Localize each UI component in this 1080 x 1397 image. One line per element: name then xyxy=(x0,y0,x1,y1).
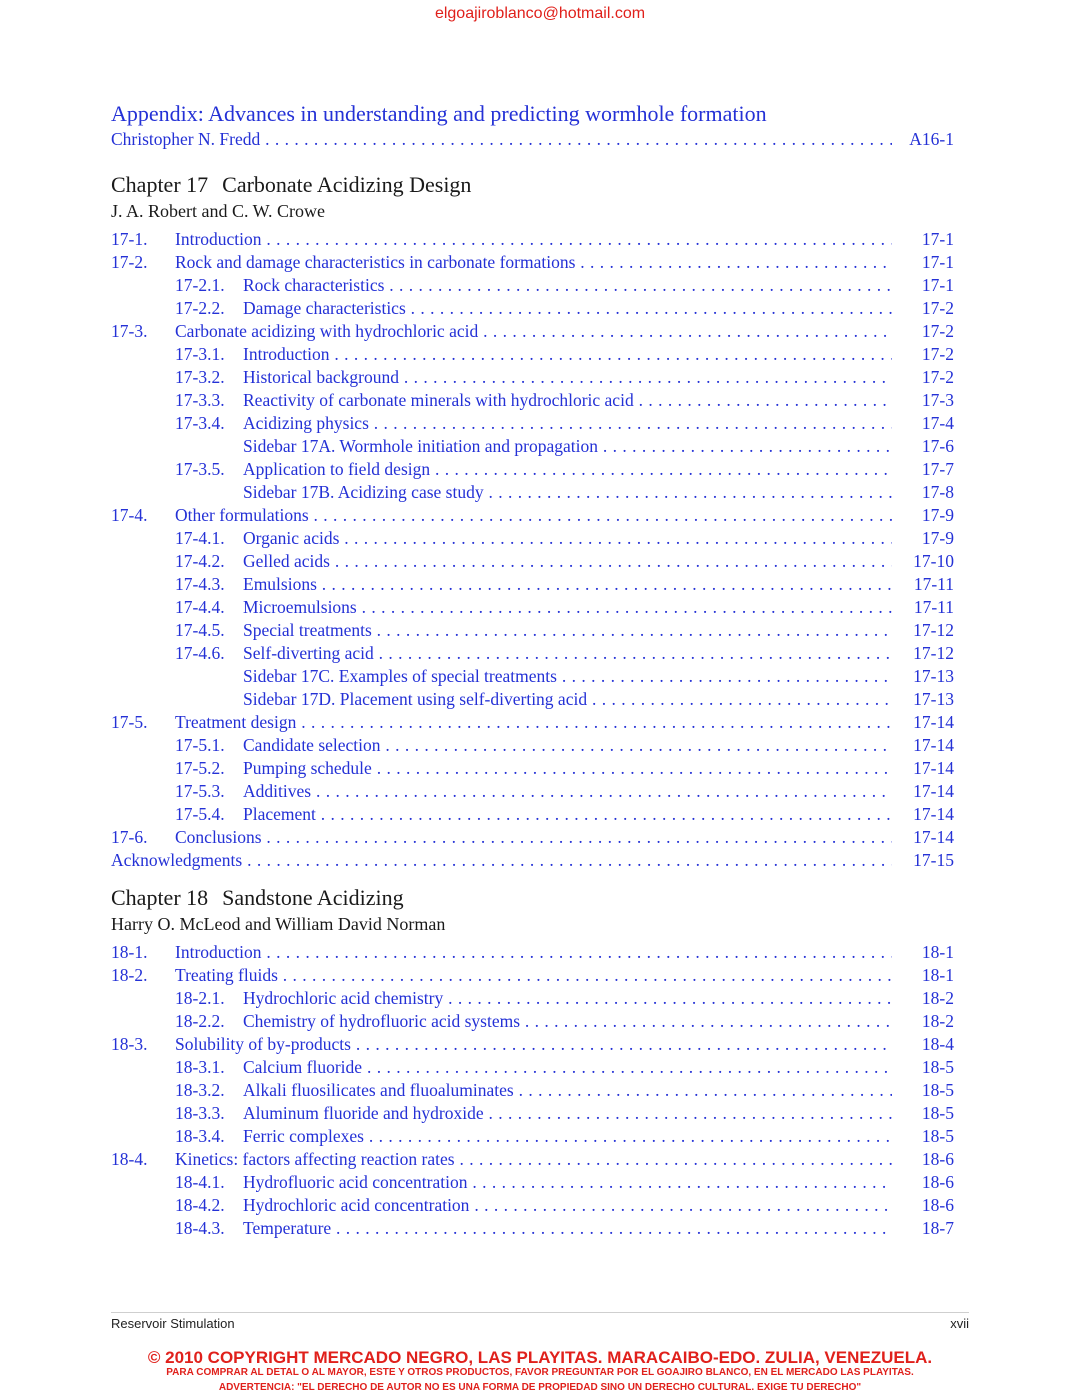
toc-entry-text[interactable]: Organic acids xyxy=(243,528,340,548)
chapter-18-title: Sandstone Acidizing xyxy=(222,885,404,910)
toc-entry-number: 17-5.1. xyxy=(175,735,225,755)
toc-entry-page[interactable]: 17-3 xyxy=(898,389,954,412)
toc-entry-number: 17-3.5. xyxy=(175,459,225,479)
toc-entry-text[interactable]: Emulsions xyxy=(243,574,317,594)
toc-entry[interactable] xyxy=(111,619,954,642)
toc-entry[interactable] xyxy=(111,826,954,849)
toc-entry-number: 18-2.1. xyxy=(175,988,225,1008)
toc-entry-page[interactable]: 18-6 xyxy=(898,1171,954,1194)
toc-entry-text[interactable]: Introduction xyxy=(175,229,262,249)
chapter-18-toc xyxy=(111,941,954,1240)
toc-entry[interactable] xyxy=(111,1148,954,1171)
toc-entry-page[interactable]: 17-14 xyxy=(898,757,954,780)
toc-entry-label[interactable] xyxy=(175,573,892,596)
toc-entry-page[interactable]: 18-1 xyxy=(898,964,954,987)
toc-entry-page[interactable]: 17-8 xyxy=(898,481,954,504)
toc-entry-label[interactable] xyxy=(175,412,892,435)
toc-entry-text[interactable]: Introduction xyxy=(243,344,330,364)
toc-entry[interactable] xyxy=(111,711,954,734)
toc-entry[interactable] xyxy=(111,550,954,573)
toc-entry-label[interactable] xyxy=(175,550,892,573)
toc-entry[interactable] xyxy=(111,1010,954,1033)
toc-entry-label[interactable] xyxy=(175,527,892,550)
toc-entry-number: 18-4.2. xyxy=(175,1195,225,1215)
toc-entry-label[interactable] xyxy=(175,389,892,412)
toc-entry[interactable] xyxy=(111,1125,954,1148)
chapter-18-number: Chapter 18 xyxy=(111,885,209,910)
toc-entry-label[interactable] xyxy=(175,297,892,320)
toc-entry-label[interactable] xyxy=(111,964,892,987)
appendix-title[interactable]: Appendix: Advances in understanding and predicting wormhole formation xyxy=(111,101,767,126)
chapter-17-toc xyxy=(111,228,954,872)
toc-entry-page[interactable]: 18-5 xyxy=(898,1079,954,1102)
toc-entry-label[interactable] xyxy=(111,1033,892,1056)
toc-entry-text[interactable]: Pumping schedule xyxy=(243,758,372,778)
toc-entry-text[interactable]: Damage characteristics xyxy=(243,298,406,318)
toc-entry-page[interactable]: 17-14 xyxy=(898,711,954,734)
toc-entry[interactable] xyxy=(111,734,954,757)
toc-entry-text[interactable]: Sidebar 17D. Placement using self-diverting acid xyxy=(243,689,588,709)
toc-entry-text[interactable]: Treatment design xyxy=(175,712,297,732)
toc-entry-page[interactable]: 18-1 xyxy=(898,941,954,964)
toc-entry[interactable] xyxy=(111,941,954,964)
toc-entry[interactable] xyxy=(111,573,954,596)
toc-entry[interactable] xyxy=(111,642,954,665)
toc-entry-text[interactable]: Introduction xyxy=(175,942,262,962)
toc-entry-text[interactable]: Temperature xyxy=(243,1218,332,1238)
toc-entry-number: 17-1. xyxy=(111,229,148,249)
footer-divider xyxy=(111,1312,969,1313)
toc-entry[interactable] xyxy=(111,1171,954,1194)
toc-entry-label[interactable] xyxy=(175,596,892,619)
toc-entry[interactable] xyxy=(111,780,954,803)
toc-entry-number: 18-3.4. xyxy=(175,1126,225,1146)
toc-entry-number: 17-3.3. xyxy=(175,390,225,410)
toc-entry-number: 18-3.3. xyxy=(175,1103,225,1123)
toc-entry-text[interactable]: Placement xyxy=(243,804,316,824)
toc-entry-number: 18-4.3. xyxy=(175,1218,225,1238)
toc-entry-label[interactable] xyxy=(175,458,892,481)
toc-entry-text[interactable]: Microemulsions xyxy=(243,597,357,617)
appendix-author[interactable]: Christopher N. Fredd . . . xyxy=(111,128,892,151)
toc-entry-number: 18-3.2. xyxy=(175,1080,225,1100)
toc-entry-page[interactable]: 17-6 xyxy=(898,435,954,458)
toc-entry-page[interactable]: 17-14 xyxy=(898,780,954,803)
toc-entry[interactable] xyxy=(111,251,954,274)
toc-entry[interactable] xyxy=(111,1217,954,1240)
toc-entry-label[interactable] xyxy=(175,343,892,366)
toc-entry-text[interactable]: Acknowledgments xyxy=(111,850,243,870)
toc-entry-page[interactable]: 17-10 xyxy=(898,550,954,573)
toc-entry-label[interactable] xyxy=(111,849,892,872)
toc-entry-label[interactable] xyxy=(175,1010,892,1033)
toc-entry-page[interactable]: 17-2 xyxy=(898,343,954,366)
toc-entry-label[interactable] xyxy=(243,665,892,688)
toc-entry-number: 17-3.1. xyxy=(175,344,225,364)
footer-book-title: Reservoir Stimulation xyxy=(111,1316,235,1331)
toc-entry-page[interactable]: 17-2 xyxy=(898,297,954,320)
toc-entry-label[interactable] xyxy=(243,688,892,711)
toc-entry-number: 17-2. xyxy=(111,252,148,272)
toc-entry-page[interactable]: 17-14 xyxy=(898,734,954,757)
toc-entry-text[interactable]: Conclusions xyxy=(175,827,262,847)
appendix-author-row[interactable] xyxy=(111,128,954,151)
toc-entry[interactable] xyxy=(111,297,954,320)
chapter-17 xyxy=(111,171,954,872)
toc-entry-number: 17-4.6. xyxy=(175,643,225,663)
toc-entry-text[interactable]: Carbonate acidizing with hydrochloric acid xyxy=(175,321,479,341)
toc-entry[interactable] xyxy=(111,389,954,412)
toc-entry-text[interactable]: Treating fluids xyxy=(175,965,278,985)
toc-entry-number: 17-4.2. xyxy=(175,551,225,571)
toc-entry-number: 17-4.5. xyxy=(175,620,225,640)
toc-entry-text[interactable]: Alkali fluosilicates and fluoaluminates xyxy=(243,1080,514,1100)
toc-entry-label[interactable] xyxy=(175,619,892,642)
toc-entry-page[interactable]: 17-15 xyxy=(898,849,954,872)
toc-entry-page[interactable]: 17-14 xyxy=(898,803,954,826)
toc-entry-text[interactable]: Reactivity of carbonate minerals with hydrochloric acid xyxy=(243,390,634,410)
chapter-18-heading xyxy=(111,884,954,912)
toc-entry[interactable] xyxy=(111,1194,954,1217)
toc-entry[interactable] xyxy=(111,1056,954,1079)
toc-entry-page[interactable]: 17-9 xyxy=(898,527,954,550)
toc-entry-text[interactable]: Other formulations xyxy=(175,505,309,525)
toc-entry-label[interactable] xyxy=(243,481,892,504)
toc-entry-page[interactable]: 17-13 xyxy=(898,688,954,711)
toc-entry-label[interactable] xyxy=(243,435,892,458)
toc-entry[interactable] xyxy=(111,435,954,458)
toc-entry-label[interactable] xyxy=(111,320,892,343)
chapter-18 xyxy=(111,884,954,1240)
toc-entry[interactable] xyxy=(111,964,954,987)
toc-entry-label[interactable] xyxy=(175,366,892,389)
toc-entry-text[interactable]: Historical background xyxy=(243,367,399,387)
toc-entry-label[interactable] xyxy=(175,1171,892,1194)
toc-entry-page[interactable]: 17-2 xyxy=(898,320,954,343)
toc-entry-number: 17-3.4. xyxy=(175,413,225,433)
toc-entry-label[interactable] xyxy=(175,757,892,780)
toc-entry[interactable] xyxy=(111,596,954,619)
toc-entry-label[interactable] xyxy=(111,251,892,274)
toc-entry-page[interactable]: 17-1 xyxy=(898,274,954,297)
toc-entry-page[interactable]: 18-7 xyxy=(898,1217,954,1240)
toc-entry-page[interactable]: 17-4 xyxy=(898,412,954,435)
toc-entry-page[interactable]: 18-6 xyxy=(898,1148,954,1171)
toc-entry-text[interactable]: Ferric complexes xyxy=(243,1126,364,1146)
toc-entry-page[interactable]: 17-13 xyxy=(898,665,954,688)
toc-entry-label[interactable] xyxy=(175,734,892,757)
toc-entry-number: 17-5.3. xyxy=(175,781,225,801)
toc-entry-page[interactable]: 17-12 xyxy=(898,642,954,665)
watermark-email: elgoajiroblanco@hotmail.com xyxy=(434,5,646,22)
toc-entry[interactable] xyxy=(111,1033,954,1056)
toc-entry[interactable] xyxy=(111,665,954,688)
toc-entry-label[interactable] xyxy=(175,274,892,297)
toc-entry-page[interactable]: 17-1 xyxy=(898,228,954,251)
toc-entry-text[interactable]: Chemistry of hydrofluoric acid systems xyxy=(243,1011,521,1031)
toc-entry-page[interactable]: 17-11 xyxy=(898,596,954,619)
toc-entry-number: 17-6. xyxy=(111,827,148,847)
toc-entry-page[interactable]: 18-2 xyxy=(898,987,954,1010)
toc-entry-text[interactable]: Sidebar 17C. Examples of special treatments xyxy=(243,666,557,686)
toc-entry-label[interactable] xyxy=(175,1217,892,1240)
toc-entry-label[interactable] xyxy=(175,1056,892,1079)
toc-entry-text[interactable]: Gelled acids xyxy=(243,551,330,571)
toc-entry-page[interactable]: 17-7 xyxy=(898,458,954,481)
toc-entry-number: 18-2. xyxy=(111,965,148,985)
chapter-17-authors: J. A. Robert and C. W. Crowe xyxy=(111,201,325,221)
toc-entry-page[interactable]: 17-1 xyxy=(898,251,954,274)
toc-entry-number: 17-4. xyxy=(111,505,148,525)
toc-entry[interactable] xyxy=(111,1079,954,1102)
appendix-entry[interactable] xyxy=(111,100,954,151)
toc-entry[interactable] xyxy=(111,504,954,527)
toc-entry-text[interactable]: Rock characteristics xyxy=(243,275,385,295)
toc-entry-label[interactable] xyxy=(111,228,892,251)
toc-entry[interactable] xyxy=(111,458,954,481)
toc-entry-number: 17-5. xyxy=(111,712,148,732)
toc-entry-number: 17-4.3. xyxy=(175,574,225,594)
chapter-17-heading xyxy=(111,171,954,199)
toc-entry[interactable] xyxy=(111,849,954,872)
toc-entry[interactable] xyxy=(111,274,954,297)
copyright-notice: © 2010 COPYRIGHT MERCADO NEGRO, LAS PLAYITAS. MARACAIBO-EDO. ZULIA, VENEZUELA. xyxy=(147,1348,933,1367)
toc-entry[interactable] xyxy=(111,481,954,504)
toc-entry[interactable] xyxy=(111,343,954,366)
toc-entry-label[interactable] xyxy=(175,1194,892,1217)
toc-entry-text[interactable]: Application to field design xyxy=(243,459,431,479)
purchase-notice: PARA COMPRAR AL DETAL O AL MAYOR, ESTE Y OTROS PRODUCTOS, FAVOR PREGUNTAR POR EL GOAJIRO BLANCO, EN EL MERCADO LAS PLAYITAS. xyxy=(166,1367,914,1378)
toc-entry[interactable] xyxy=(111,688,954,711)
toc-entry-page[interactable]: 18-6 xyxy=(898,1194,954,1217)
toc-entry-text[interactable]: Rock and damage characteristics in carbonate formations xyxy=(175,252,576,272)
toc-entry-page[interactable]: 17-9 xyxy=(898,504,954,527)
toc-entry-text[interactable]: Sidebar 17A. Wormhole initiation and propagation xyxy=(243,436,599,456)
toc-entry-page[interactable]: 17-12 xyxy=(898,619,954,642)
toc-entry-page[interactable]: 18-5 xyxy=(898,1056,954,1079)
toc-entry-number: 18-3. xyxy=(111,1034,148,1054)
toc-entry-text[interactable]: Acidizing physics xyxy=(243,413,369,433)
toc-entry-number: 18-1. xyxy=(111,942,148,962)
toc-entry-number: 17-3.2. xyxy=(175,367,225,387)
toc-entry-text[interactable]: Hydrofluoric acid concentration xyxy=(243,1172,468,1192)
chapter-17-title: Carbonate Acidizing Design xyxy=(222,172,472,197)
toc-entry[interactable] xyxy=(111,366,954,389)
toc-entry-label[interactable] xyxy=(175,642,892,665)
toc-entry-number: 17-3. xyxy=(111,321,148,341)
toc-entry-label[interactable] xyxy=(175,803,892,826)
toc-entry-label[interactable] xyxy=(111,1148,892,1171)
toc-entry-text[interactable]: Kinetics: factors affecting reaction rates xyxy=(175,1149,455,1169)
toc-entry[interactable] xyxy=(111,228,954,251)
toc-entry-text[interactable]: Hydrochloric acid concentration xyxy=(243,1195,470,1215)
toc-entry-label[interactable] xyxy=(175,1125,892,1148)
toc-entry[interactable] xyxy=(111,803,954,826)
toc-entry-number: 17-2.1. xyxy=(175,275,225,295)
toc-entry-text[interactable]: Hydrochloric acid chemistry xyxy=(243,988,444,1008)
toc-entry-page[interactable]: 18-4 xyxy=(898,1033,954,1056)
toc-entry-page[interactable]: 17-11 xyxy=(898,573,954,596)
toc-entry-text[interactable]: Special treatments xyxy=(243,620,372,640)
toc-entry-page[interactable]: 17-14 xyxy=(898,826,954,849)
toc-entry-text[interactable]: Calcium fluoride xyxy=(243,1057,363,1077)
toc-entry-number: 17-5.2. xyxy=(175,758,225,778)
toc-entry-label[interactable] xyxy=(175,780,892,803)
chapter-18-authors: Harry O. McLeod and William David Norman xyxy=(111,914,446,934)
toc-entry[interactable] xyxy=(111,757,954,780)
toc-entry-number: 18-4. xyxy=(111,1149,148,1169)
toc-entry-page[interactable]: 18-5 xyxy=(898,1125,954,1148)
toc-entry-text[interactable]: Aluminum fluoride and hydroxide xyxy=(243,1103,484,1123)
toc-entry-number: 17-2.2. xyxy=(175,298,225,318)
toc-entry-text[interactable]: Candidate selection xyxy=(243,735,381,755)
toc-entry-text[interactable]: Self-diverting acid xyxy=(243,643,374,663)
toc-entry-number: 18-4.1. xyxy=(175,1172,225,1192)
toc-entry[interactable] xyxy=(111,320,954,343)
toc-entry-text[interactable]: Solubility of by-products xyxy=(175,1034,351,1054)
toc-entry[interactable] xyxy=(111,1102,954,1125)
warning-notice: ADVERTENCIA: "EL DERECHO DE AUTOR NO ES UNA FORMA DE PROPIEDAD SINO UN DERECHO CULTURAL. EXIGE TU DERECHO" xyxy=(218,1382,862,1393)
toc-entry-number: 18-2.2. xyxy=(175,1011,225,1031)
toc-entry-page[interactable]: 17-2 xyxy=(898,366,954,389)
toc-entry-label[interactable] xyxy=(175,1102,892,1125)
footer-page-number: xvii xyxy=(950,1316,969,1331)
toc-entry-number: 17-5.4. xyxy=(175,804,225,824)
toc-entry[interactable] xyxy=(111,527,954,550)
toc-entry-page[interactable]: 18-2 xyxy=(898,1010,954,1033)
toc-entry-page[interactable]: 18-5 xyxy=(898,1102,954,1125)
toc-entry[interactable] xyxy=(111,412,954,435)
appendix-page[interactable]: A16-1 xyxy=(898,128,954,151)
toc-entry-label[interactable] xyxy=(111,941,892,964)
toc-entry-label[interactable] xyxy=(175,987,892,1010)
toc-entry-label[interactable] xyxy=(111,711,892,734)
toc-entry-label[interactable] xyxy=(111,504,892,527)
toc-entry-number: 18-3.1. xyxy=(175,1057,225,1077)
chapter-17-number: Chapter 17 xyxy=(111,172,209,197)
toc-entry-number: 17-4.4. xyxy=(175,597,225,617)
toc-entry[interactable] xyxy=(111,987,954,1010)
toc-entry-label[interactable] xyxy=(175,1079,892,1102)
toc-entry-number: 17-4.1. xyxy=(175,528,225,548)
toc-entry-label[interactable] xyxy=(111,826,892,849)
toc-entry-text[interactable]: Additives xyxy=(243,781,312,801)
toc-entry-text[interactable]: Sidebar 17B. Acidizing case study xyxy=(243,482,484,502)
